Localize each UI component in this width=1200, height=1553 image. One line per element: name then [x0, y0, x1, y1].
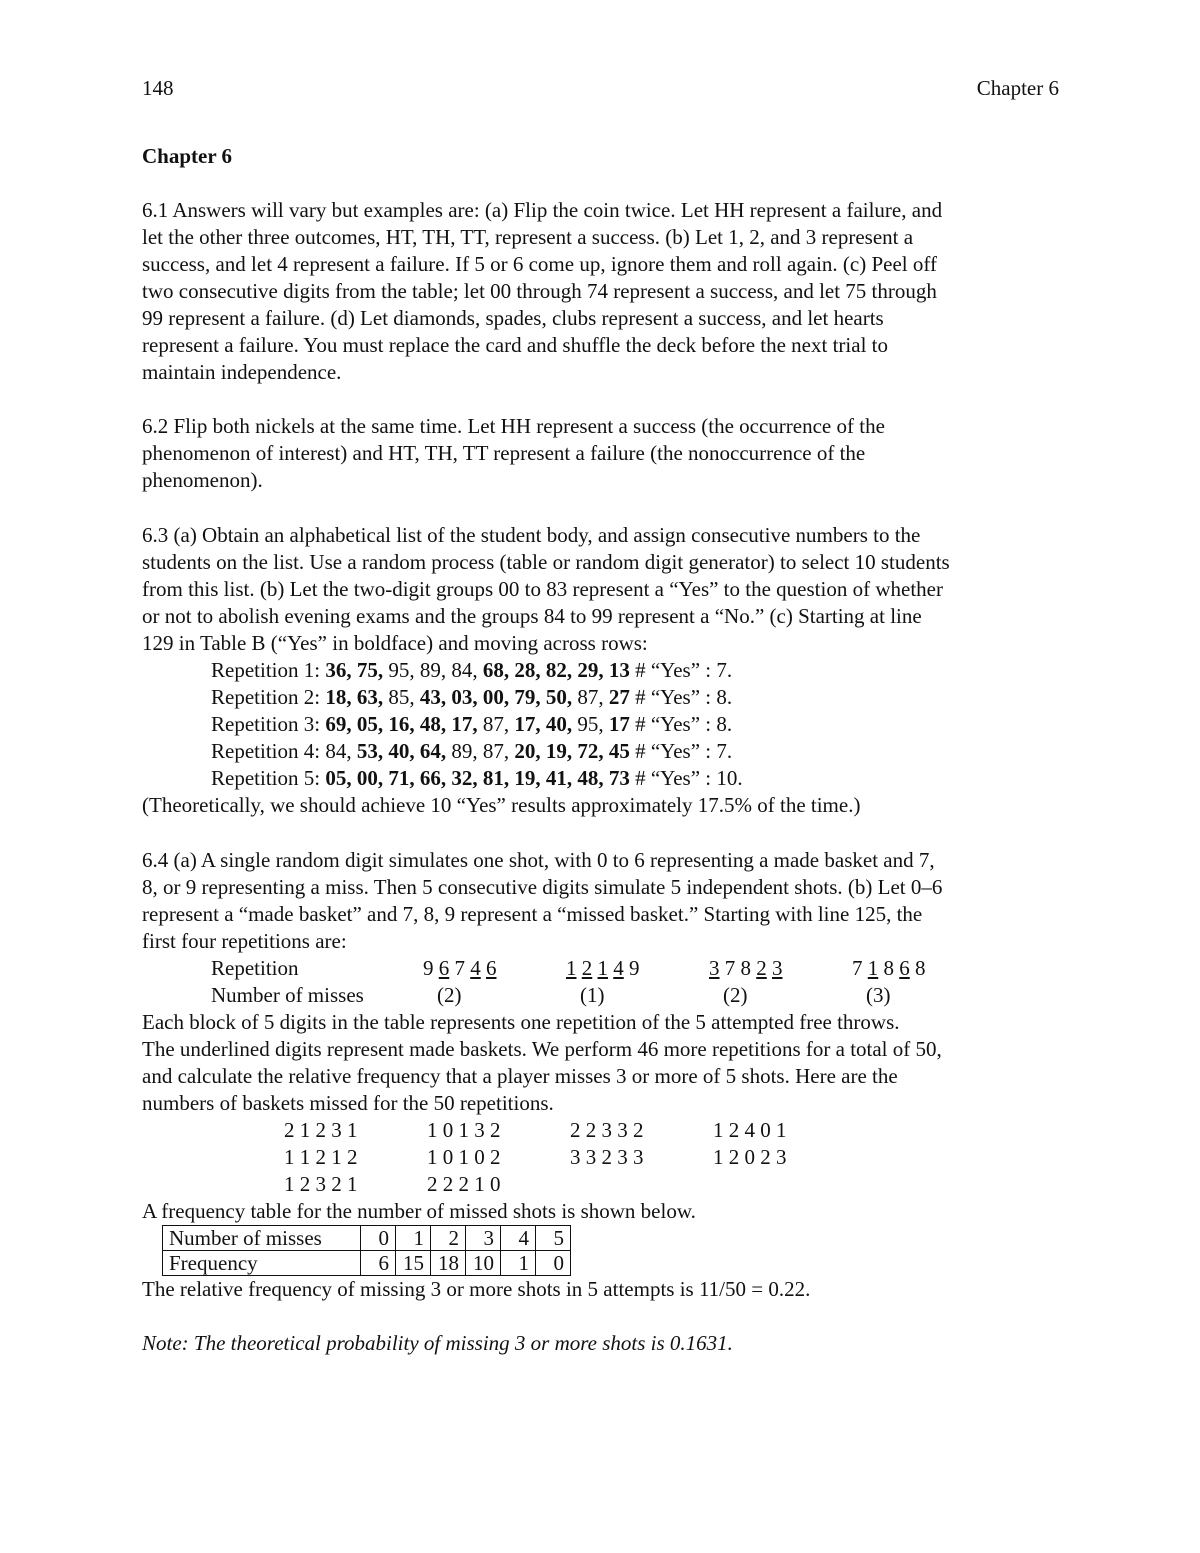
- yes-number: 48: [419, 712, 441, 736]
- repetition-row: [211, 955, 1062, 982]
- grid-cell: 1 0 1 3 2: [427, 1118, 501, 1142]
- table-cell: 4: [501, 1226, 536, 1251]
- separator: ,: [566, 712, 578, 736]
- text-line: let the other three outcomes, HT, TH, TT, represent a success. (b) Let 1, 2, and 3 represent a: [142, 225, 914, 249]
- no-number: 85: [388, 685, 410, 709]
- separator: ,: [598, 739, 609, 763]
- answer-6-2: [142, 413, 1062, 494]
- table-cell: 1: [396, 1226, 431, 1251]
- text-line: A frequency table for the number of missed shots is shown below.: [142, 1199, 696, 1223]
- grid-cell: 1 0 1 0 2: [427, 1145, 501, 1169]
- separator: ,: [472, 766, 483, 790]
- yes-number: 27: [608, 685, 630, 709]
- made-digit: 1: [566, 956, 577, 980]
- missed-digit: 8: [883, 956, 894, 980]
- grid-cell: 3 3 2 3 3: [570, 1145, 644, 1169]
- yes-number: 16: [388, 712, 410, 736]
- made-digit: 1: [597, 956, 608, 980]
- yes-number: 18: [325, 685, 347, 709]
- chapter-title: Chapter 6: [142, 144, 233, 168]
- yes-number: 48: [577, 766, 599, 790]
- table-row: [163, 1226, 571, 1251]
- separator: ,: [503, 658, 515, 682]
- miss-count: (1): [580, 983, 605, 1007]
- text-line: The relative frequency of missing 3 or more shots in 5 attempts is 11/50 = 0.22.: [142, 1277, 811, 1301]
- separator: ,: [377, 739, 389, 763]
- repetition-line: [211, 765, 1062, 792]
- miss-count: (2): [437, 983, 462, 1007]
- repetition-label: Repetition 3:: [211, 712, 326, 736]
- note: Note: The theoretical probability of missing 3 or more shots is 0.1631.: [142, 1331, 733, 1355]
- table-cell: 6: [361, 1251, 396, 1276]
- yes-number: 82: [545, 658, 567, 682]
- made-digit: 1: [867, 956, 879, 980]
- no-number: 84: [325, 739, 347, 763]
- yes-number: 53: [356, 739, 378, 763]
- yes-number: 63: [356, 685, 378, 709]
- separator: ,: [566, 739, 578, 763]
- made-digit: 3: [709, 956, 720, 980]
- separator: ,: [472, 712, 483, 736]
- separator: ,: [346, 766, 357, 790]
- missed-digit: 8: [915, 956, 926, 980]
- separator: ,: [440, 712, 452, 736]
- grid-cell: 1 1 2 1 2: [284, 1145, 358, 1169]
- missed-digit: 9: [629, 956, 640, 980]
- grid-cell: 1 2 3 2 1: [284, 1172, 358, 1196]
- yes-number: 71: [388, 766, 410, 790]
- separator: ,: [377, 766, 389, 790]
- missed-digit: 7: [724, 956, 736, 980]
- separator: ,: [377, 658, 389, 682]
- separator: ,: [472, 658, 483, 682]
- table-cell: 15: [396, 1251, 431, 1276]
- yes-number: 68: [482, 658, 504, 682]
- digit-group: [852, 955, 995, 982]
- text-line: 99 represent a failure. (d) Let diamonds, spades, clubs represent a success, and let hearts: [142, 306, 884, 330]
- separator: ,: [566, 658, 578, 682]
- made-digit: 4: [613, 956, 624, 980]
- yes-number: 36: [325, 658, 347, 682]
- digit-group: [423, 955, 566, 982]
- made-digit: 3: [772, 956, 783, 980]
- text-line: (Theoretically, we should achieve 10 “Yes” results approximately 17.5% of the time.): [142, 793, 861, 817]
- grid-cell: 2 2 2 1 0: [427, 1172, 501, 1196]
- separator: ,: [409, 766, 420, 790]
- text-line: 129 in Table B (“Yes” in boldface) and moving across rows:: [142, 631, 648, 655]
- running-title: Chapter 6: [976, 76, 1059, 100]
- separator: ,: [440, 685, 452, 709]
- separator: ,: [566, 685, 578, 709]
- table-row: [163, 1251, 571, 1276]
- text-line: Each block of 5 digits in the table represents one repetition of the 5 attempted free throws.: [142, 1010, 900, 1034]
- separator: ,: [503, 685, 515, 709]
- separator: ,: [409, 685, 420, 709]
- separator: ,: [535, 685, 546, 709]
- repetition-line: [211, 711, 1062, 738]
- separator: ,: [535, 739, 546, 763]
- text-line: and calculate the relative frequency that a player misses 3 or more of 5 shots. Here are the: [142, 1064, 898, 1088]
- text-line: 6.2 Flip both nickels at the same time. Let HH represent a success (the occurrence of the: [142, 414, 885, 438]
- text-line: students on the list. Use a random process (table or random digit generator) to select 10 students: [142, 550, 950, 574]
- repetition-result: # “Yes” : 8.: [629, 712, 733, 736]
- repetition-label: Repetition 1:: [211, 658, 326, 682]
- made-digit: 6: [486, 956, 497, 980]
- separator: ,: [503, 766, 515, 790]
- repetition-result: # “Yes” : 7.: [629, 658, 733, 682]
- row-label: Frequency: [163, 1251, 361, 1276]
- yes-number: 05: [356, 712, 378, 736]
- yes-number: 75: [356, 658, 378, 682]
- yes-number: 66: [419, 766, 441, 790]
- grid-row: [284, 1117, 1062, 1144]
- repetition-line: [211, 738, 1062, 765]
- grid-cell: 2 1 2 3 1: [284, 1118, 358, 1142]
- separator: ,: [598, 712, 609, 736]
- grid-cell: 1 2 0 2 3: [713, 1145, 787, 1169]
- text-line: maintain independence.: [142, 360, 342, 384]
- yes-number: 81: [482, 766, 504, 790]
- repetition-result: # “Yes” : 10.: [629, 766, 743, 790]
- missed-digit: 9: [423, 956, 434, 980]
- separator: ,: [377, 712, 389, 736]
- yes-number: 00: [356, 766, 378, 790]
- yes-number: 20: [514, 739, 536, 763]
- yes-number: 45: [608, 739, 630, 763]
- table-cell: 0: [361, 1226, 396, 1251]
- answer-6-1: [142, 197, 1062, 386]
- separator: ,: [346, 712, 357, 736]
- grid-row: [284, 1171, 1062, 1198]
- text-line: represent a “made basket” and 7, 8, 9 represent a “missed basket.” Starting with line 125, the: [142, 902, 923, 926]
- grid-cell: 2 2 3 3 2: [570, 1118, 644, 1142]
- yes-number: 41: [545, 766, 567, 790]
- text-line: 6.3 (a) Obtain an alphabetical list of the student body, and assign consecutive numbers to the: [142, 523, 921, 547]
- separator: ,: [409, 712, 420, 736]
- grid-row: [284, 1144, 1062, 1171]
- separator: ,: [440, 766, 452, 790]
- text-line: numbers of baskets missed for the 50 repetitions.: [142, 1091, 554, 1115]
- answer-6-4: [142, 847, 1062, 1357]
- separator: ,: [346, 739, 357, 763]
- text-line: phenomenon).: [142, 468, 263, 492]
- yes-number: 17: [608, 712, 630, 736]
- table-cell: 0: [536, 1251, 571, 1276]
- text-line: from this list. (b) Let the two-digit groups 00 to 83 represent a “Yes” to the question of whether: [142, 577, 943, 601]
- yes-number: 50: [545, 685, 567, 709]
- made-digit: 2: [581, 956, 593, 980]
- row-label: Number of misses: [163, 1226, 361, 1251]
- separator: ,: [535, 658, 546, 682]
- repetition-line: [211, 657, 1062, 684]
- yes-number: 43: [419, 685, 441, 709]
- yes-number: 32: [451, 766, 473, 790]
- yes-number: 00: [482, 685, 504, 709]
- separator: ,: [472, 685, 483, 709]
- grid-cell: 1 2 4 0 1: [713, 1118, 787, 1142]
- separator: ,: [535, 766, 546, 790]
- separator: ,: [440, 739, 452, 763]
- misses-label: Number of misses: [211, 983, 364, 1007]
- made-digit: 6: [438, 956, 450, 980]
- separator: ,: [409, 739, 420, 763]
- separator: ,: [598, 766, 609, 790]
- separator: ,: [346, 658, 357, 682]
- miss-count: (3): [866, 983, 891, 1007]
- repetition-label: Repetition 4:: [211, 739, 326, 763]
- missed-shots-grid: [142, 1117, 1062, 1198]
- text-line: or not to abolish evening exams and the groups 84 to 99 represent a “No.” (c) Starting at line: [142, 604, 922, 628]
- repetition-line: [211, 684, 1062, 711]
- text-line: 6.1 Answers will vary but examples are: (a) Flip the coin twice. Let HH represent a failure, and: [142, 198, 943, 222]
- table-cell: 3: [466, 1226, 501, 1251]
- yes-number: 69: [325, 712, 347, 736]
- table-cell: 5: [536, 1226, 571, 1251]
- table-cell: 2: [431, 1226, 466, 1251]
- yes-number: 72: [577, 739, 599, 763]
- yes-number: 05: [325, 766, 347, 790]
- text-line: represent a failure. You must replace the card and shuffle the deck before the next trial to: [142, 333, 888, 357]
- digit-group: [709, 955, 852, 982]
- text-line: first four repetitions are:: [142, 929, 347, 953]
- table-cell: 18: [431, 1251, 466, 1276]
- repetition-label: Repetition: [211, 956, 299, 980]
- made-digit: 2: [756, 956, 767, 980]
- made-digit: 4: [470, 956, 481, 980]
- yes-number: 28: [514, 658, 536, 682]
- no-number: 95: [388, 658, 410, 682]
- text-line: phenomenon of interest) and HT, TH, TT represent a failure (the nonoccurrence of the: [142, 441, 866, 465]
- repetition-label: Repetition 2:: [211, 685, 326, 709]
- separator: ,: [535, 712, 546, 736]
- text-line: The underlined digits represent made baskets. We perform 46 more repetitions for a total of 50,: [142, 1037, 942, 1061]
- separator: ,: [503, 712, 515, 736]
- table-cell: 1: [501, 1251, 536, 1276]
- yes-number: 17: [451, 712, 473, 736]
- text-line: success, and let 4 represent a failure. If 5 or 6 come up, ignore them and roll again. (c) Peel off: [142, 252, 937, 276]
- text-line: two consecutive digits from the table; let 00 through 74 represent a success, and let 75 through: [142, 279, 937, 303]
- missed-digit: 7: [852, 956, 863, 980]
- made-digit: 6: [899, 956, 910, 980]
- page-number: 148: [142, 76, 174, 100]
- separator: ,: [598, 658, 609, 682]
- answer-6-3: [142, 522, 1062, 819]
- missed-digit: 8: [740, 956, 751, 980]
- miss-count: (2): [723, 983, 748, 1007]
- yes-number: 03: [451, 685, 473, 709]
- misses-row: [211, 982, 1062, 1009]
- no-number: 84: [451, 658, 473, 682]
- separator: ,: [346, 685, 357, 709]
- yes-number: 19: [514, 766, 536, 790]
- yes-number: 13: [608, 658, 630, 682]
- yes-number: 40: [388, 739, 410, 763]
- text-line: 8, or 9 representing a miss. Then 5 consecutive digits simulate 5 independent shots. (b) Let 0–6: [142, 875, 943, 899]
- no-number: 95: [577, 712, 599, 736]
- separator: ,: [566, 766, 578, 790]
- no-number: 89: [419, 658, 441, 682]
- yes-number: 40: [545, 712, 567, 736]
- yes-number: 17: [514, 712, 536, 736]
- yes-number: 29: [577, 658, 599, 682]
- no-number: 87: [482, 739, 504, 763]
- repetition-label: Repetition 5:: [211, 766, 326, 790]
- table-cell: 10: [466, 1251, 501, 1276]
- separator: ,: [598, 685, 609, 709]
- yes-number: 64: [419, 739, 441, 763]
- repetition-digits: [142, 955, 1062, 1009]
- text-line: 6.4 (a) A single random digit simulates one shot, with 0 to 6 representing a made basket and 7,: [142, 848, 935, 872]
- digit-group: [566, 955, 709, 982]
- missed-digit: 7: [454, 956, 465, 980]
- separator: ,: [440, 658, 452, 682]
- yes-number: 73: [608, 766, 630, 790]
- yes-number: 19: [545, 739, 567, 763]
- separator: ,: [472, 739, 483, 763]
- frequency-table: [162, 1225, 571, 1276]
- no-number: 87: [577, 685, 599, 709]
- separator: ,: [377, 685, 389, 709]
- repetition-result: # “Yes” : 8.: [629, 685, 733, 709]
- no-number: 89: [451, 739, 473, 763]
- repetition-list: [142, 657, 1062, 792]
- separator: ,: [503, 739, 515, 763]
- no-number: 87: [482, 712, 504, 736]
- separator: ,: [409, 658, 420, 682]
- repetition-result: # “Yes” : 7.: [629, 739, 733, 763]
- yes-number: 79: [514, 685, 536, 709]
